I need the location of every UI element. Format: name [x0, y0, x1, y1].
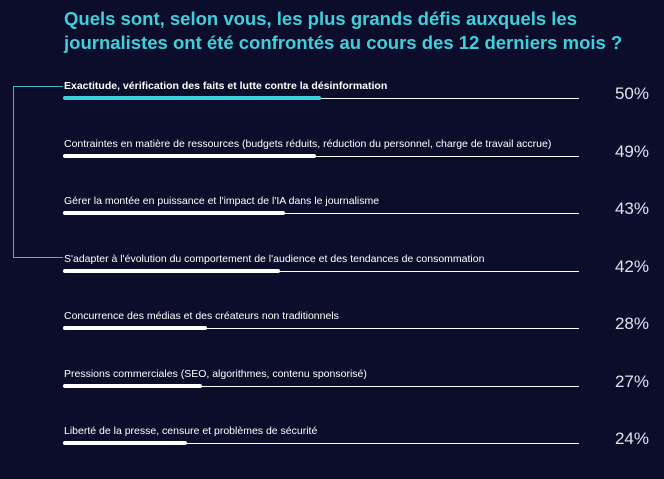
- bar-value-label: 24%: [614, 429, 649, 448]
- bar-label: Concurrence des médias et des créateurs non traditionnels: [64, 310, 339, 322]
- bar-value-label: 42%: [614, 256, 649, 276]
- bar: [63, 269, 280, 273]
- bar: [63, 154, 316, 158]
- chart-title: Quels sont, selon vous, les plus grands défis auxquels les journalistes ont été confrontés au cours des 12 derniers mois ?: [64, 8, 623, 53]
- bar-row: [63, 368, 649, 402]
- bar-label: S'adapter à l'évolution du comportement de l'audience et des tendances de consommation: [64, 252, 485, 265]
- bar-label: Pressions commerciales (SEO, algorithmes, contenu sponsorisé): [64, 367, 367, 380]
- bar-label: Contraintes en matière de ressources (budgets réduits, réduction du personnel, charge de travail accrue): [64, 137, 552, 150]
- bar: [63, 96, 321, 100]
- bar: [63, 326, 207, 330]
- bar-value-label: 27%: [614, 371, 649, 391]
- bar-value-label: 43%: [614, 199, 649, 218]
- bar-value-label: 50%: [614, 84, 649, 103]
- bar-label: Gérer la montée en puissance et l'impact de l'IA dans le journalisme: [64, 195, 380, 207]
- bar-row: [63, 253, 649, 287]
- bar-row: [63, 138, 649, 172]
- bar-row: [63, 80, 649, 114]
- bar-label: Liberté de la presse, censure et problèmes de sécurité: [64, 425, 318, 437]
- bar: [63, 384, 202, 388]
- bar-value-label: 49%: [614, 141, 649, 161]
- bar: [63, 211, 285, 215]
- bar-label: Exactitude, vérification des faits et lutte contre la désinformation: [64, 80, 388, 92]
- highlight-bracket: [13, 86, 63, 258]
- bar-row: [63, 425, 649, 459]
- bar-row: [63, 195, 649, 229]
- bar: [63, 441, 187, 445]
- bar-row: [63, 310, 649, 344]
- bar-value-label: 28%: [614, 314, 649, 333]
